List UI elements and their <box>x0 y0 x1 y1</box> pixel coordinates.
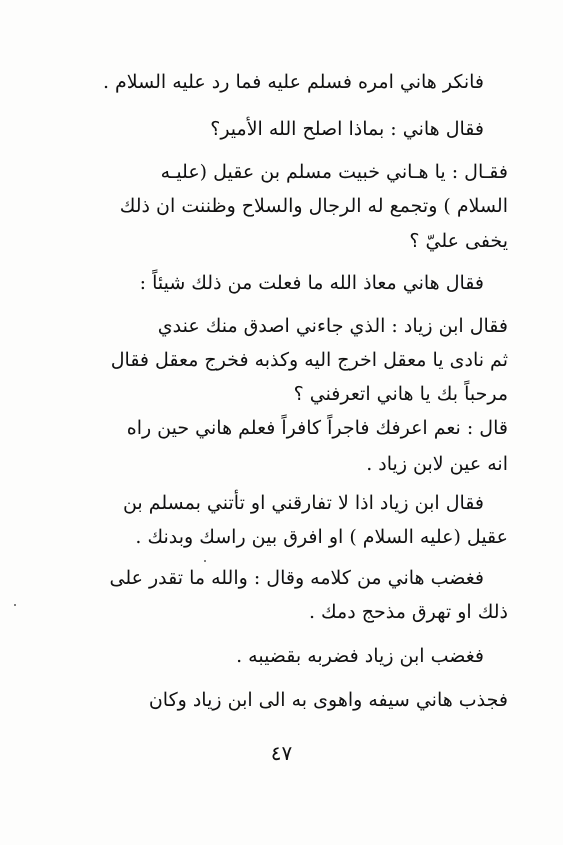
text-line: قال : نعم اعرفك فاجراً كافراً فعلم هاني حين راه <box>126 417 508 439</box>
text-line: عقيل (عليه السلام ) او افرق بين راسك وبدنك . <box>135 526 508 548</box>
text-line: السلام ) وتجمع له الرجال والسلاح وظننت ان ذلك <box>119 195 508 217</box>
text-line: ثم نادى يا معقل اخرج اليه وكذبه فخرج معقل فقال <box>110 349 508 371</box>
text-line: فغضب ابن زياد فضربه بقضيبه . <box>236 645 484 667</box>
text-line: فقال هاني معاذ الله ما فعلت من ذلك شيئاً : <box>139 272 484 294</box>
scan-speck <box>204 560 206 562</box>
text-line: يخفى عليّ ؟ <box>409 230 508 252</box>
text-line: فقال هاني : بماذا اصلح الله الأمير؟ <box>210 118 484 140</box>
text-line: انه عين لابن زياد . <box>366 453 508 475</box>
text-line: مرحباً بك يا هاني اتعرفني ؟ <box>293 383 508 405</box>
text-line: فغضب هاني من كلامه وقال : والله ما تقدر على <box>109 567 484 589</box>
text-line: فقال ابن زياد : الذي جاءني اصدق منك عندي <box>157 315 508 337</box>
text-line: ذلك او تهرق مذحج دمك . <box>308 601 508 623</box>
text-line: فقـال : يا هـاني خبيت مسلم بن عقيل (عليـه <box>160 161 508 183</box>
scan-speck <box>14 604 16 606</box>
text-line: فانكر هاني امره فسلم عليه فما رد عليه السلام . <box>102 71 484 93</box>
text-line: فقال ابن زياد اذا لا تفارقني او تأتني بمسلم بن <box>122 492 484 514</box>
page-number: ٤٧ <box>270 741 293 765</box>
text-line: فجذب هاني سيفه واهوى به الى ابن زياد وكان <box>148 689 508 711</box>
